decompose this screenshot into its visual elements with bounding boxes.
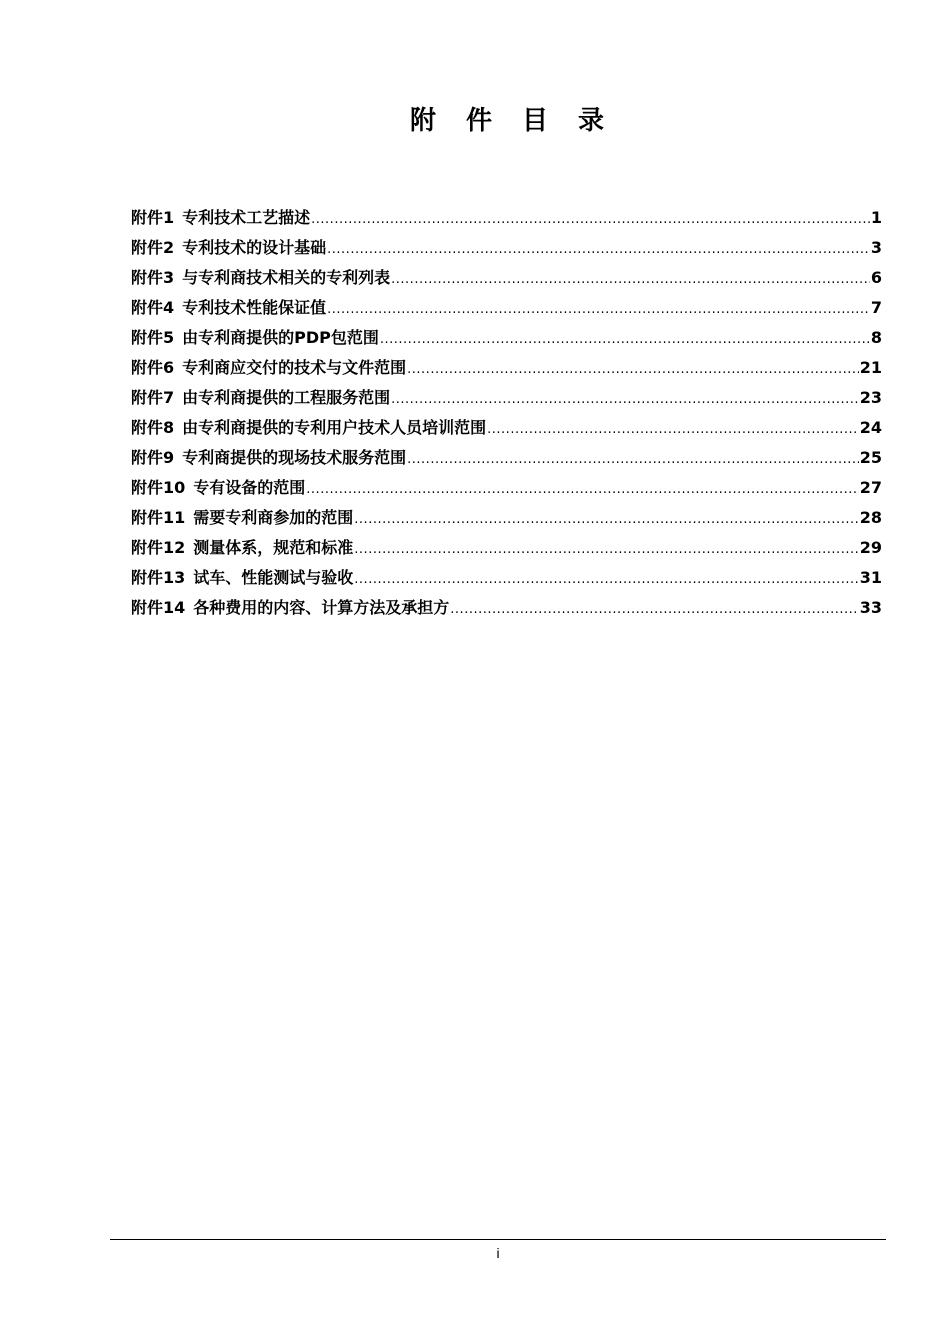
toc-entry-number: 附件14: [131, 598, 186, 617]
toc-entry-number: 附件12: [131, 538, 186, 557]
toc-entry-number: 附件2: [131, 238, 175, 257]
toc-entry[interactable]: [131, 233, 882, 263]
toc-entry[interactable]: [131, 443, 882, 473]
toc-entry-title: 专利技术工艺描述: [182, 208, 311, 227]
toc-dot-leader: [306, 475, 858, 505]
toc-entry-number: 附件5: [131, 328, 175, 347]
toc-entry-number: 附件9: [131, 448, 175, 467]
toc-entry-number: 附件8: [131, 418, 175, 437]
toc-entry[interactable]: [131, 563, 882, 593]
toc-dot-leader: [380, 325, 870, 355]
toc-dot-leader: [487, 415, 859, 445]
toc-entry-page: 24: [859, 418, 882, 437]
toc-entry-page: 7: [870, 298, 882, 317]
toc-entry[interactable]: [131, 293, 882, 323]
toc-entry[interactable]: [131, 473, 882, 503]
toc-entry-title: 专利技术的设计基础: [182, 238, 327, 257]
toc-dot-leader: [407, 445, 859, 475]
toc-entry-title: 专利商应交付的技术与文件范围: [182, 358, 407, 377]
toc-dot-leader: [327, 295, 870, 325]
toc-entry[interactable]: [131, 383, 882, 413]
toc-dot-leader: [391, 385, 859, 415]
toc-entry-number: 附件1: [131, 208, 175, 227]
toc-entry-page: 3: [870, 238, 882, 257]
toc-entry-number: 附件10: [131, 478, 186, 497]
toc-dot-leader: [407, 355, 859, 385]
toc-entry-title: 由专利商提供的PDP包范围: [182, 328, 379, 347]
toc-entry[interactable]: [131, 323, 882, 353]
toc-entry-title: 由专利商提供的专利用户技术人员培训范围: [182, 418, 487, 437]
toc-dot-leader: [354, 565, 858, 595]
toc-entry-title: 由专利商提供的工程服务范围: [182, 388, 391, 407]
toc-entry-page: 23: [859, 388, 882, 407]
toc-entry-title: 试车、性能测试与验收: [193, 568, 354, 587]
toc-dot-leader: [450, 595, 858, 625]
toc-dot-leader: [327, 235, 870, 265]
page-title: 附件目录: [409, 106, 634, 136]
toc-entry[interactable]: [131, 413, 882, 443]
table-of-contents: [131, 203, 882, 623]
footer-page-number: i: [496, 1245, 500, 1261]
toc-entry-title: 专利技术性能保证值: [182, 298, 327, 317]
toc-entry[interactable]: [131, 353, 882, 383]
toc-entry[interactable]: [131, 533, 882, 563]
footer-divider: [110, 1239, 886, 1240]
toc-entry[interactable]: [131, 203, 882, 233]
toc-entry-page: 27: [859, 478, 882, 497]
toc-dot-leader: [311, 205, 870, 235]
toc-entry-number: 附件6: [131, 358, 175, 377]
toc-entry-page: 25: [859, 448, 882, 467]
toc-entry-number: 附件13: [131, 568, 186, 587]
toc-entry-number: 附件4: [131, 298, 175, 317]
toc-entry[interactable]: [131, 593, 882, 623]
toc-entry-page: 28: [859, 508, 882, 527]
toc-entry-title: 需要专利商参加的范围: [193, 508, 354, 527]
toc-entry-number: 附件7: [131, 388, 175, 407]
toc-entry-number: 附件3: [131, 268, 175, 287]
toc-entry[interactable]: [131, 503, 882, 533]
toc-entry-title: 与专利商技术相关的专利列表: [182, 268, 391, 287]
toc-entry-page: 6: [870, 268, 882, 287]
toc-entry-page: 29: [859, 538, 882, 557]
toc-entry-page: 1: [870, 208, 882, 227]
toc-dot-leader: [354, 535, 858, 565]
toc-entry-page: 21: [859, 358, 882, 377]
toc-dot-leader: [354, 505, 858, 535]
toc-entry-page: 8: [870, 328, 882, 347]
toc-entry-title: 各种费用的内容、计算方法及承担方: [193, 598, 450, 617]
toc-entry-number: 附件11: [131, 508, 186, 527]
toc-entry-page: 33: [859, 598, 882, 617]
toc-entry-title: 测量体系，规范和标准: [193, 538, 354, 557]
toc-entry-title: 专利商提供的现场技术服务范围: [182, 448, 407, 467]
toc-dot-leader: [391, 265, 870, 295]
toc-entry-page: 31: [859, 568, 882, 587]
toc-entry[interactable]: [131, 263, 882, 293]
toc-entry-title: 专有设备的范围: [193, 478, 306, 497]
